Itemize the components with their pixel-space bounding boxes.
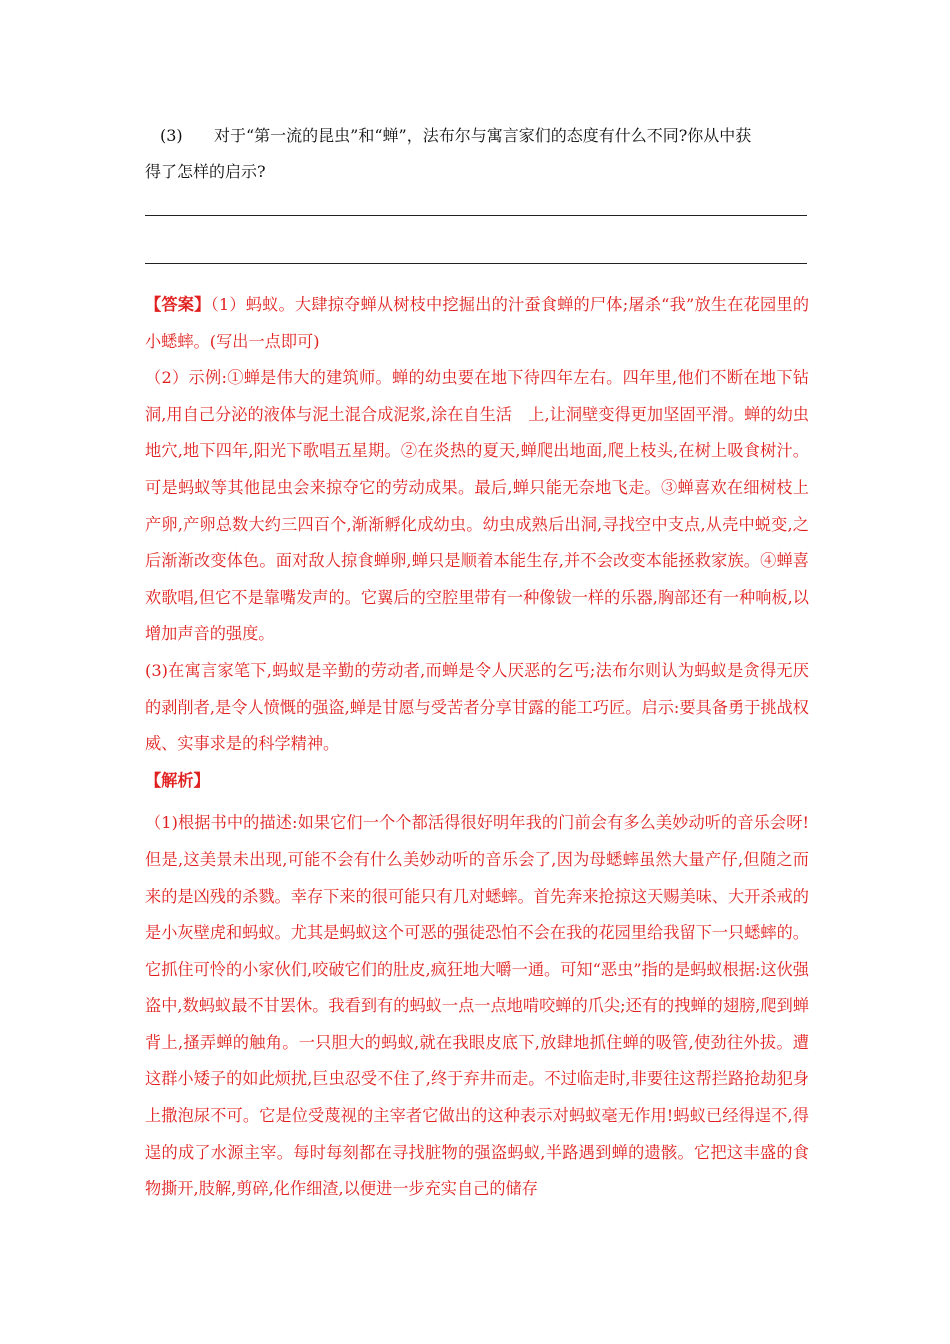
analysis-body: （1)根据书中的描述:如果它们一个个都活得很好明年我的门前会有多么美妙动听的音乐会呀!但是,这美景未出现,可能不会有什么美妙动听的音乐会了,因为母蟋蟀虽然大量产仔,但随之而来的是凶残的杀戮。幸存下来的很可能只有几对蟋蟀。首先奔来抢掠这天赐美味、大开杀戒的是小灰壁虎和蚂蚁。尤其是蚂蚁这个可恶的强徒恐怕不会在我的花园里给我留下一只蟋蟀的。它抓住可怜的小家伙们,咬破它们的肚皮,疯狂地大嚼一通。可知“恶虫”指的是蚂蚁根据:这伙强盗中,数蚂蚁最不甘罢休。我看到有的蚂蚁一点一点地啃咬蝉的爪尖;还有的拽蝉的翅膀,爬到蝉背上,搔弄蝉的触角。一只胆大的蚂蚁,就在我眼皮底下,放肆地抓住蝉的吸管,使劲往外拔。遭这群小矮子的如此烦扰,巨虫忍受不住了,终于弃井而走。不过临走时,非要往这帮拦路抢劫犯身上撒泡尿不可。它是位受蔑视的主宰者它做出的这种表示对蚂蚁毫无作用!蚂蚁已经得逞不,得逞的成了水源主宰。每时每刻都在寻找脏物的强盗蚂蚁,半路遇到蝉的遗骸。它把这丰盛的食物撕开,肢解,剪碎,化作细渣,以便进一步充实自己的储存 — [145, 813, 809, 1199]
question-text-line1: 对于“第一流的昆虫”和“蝉”，法布尔与寓言家们的态度有什么不同?你从中获 — [214, 126, 752, 145]
answer-part-1-text: （1）蚂蚁。大肆掠夺蝉从树枝中挖掘出的汁蚕食蝉的尸体;屠杀“我”放生在花园里的小蟋蟀。(写出一点即可) — [145, 295, 810, 351]
answer-line-2 — [145, 263, 807, 264]
answer-tag: 【答案】 — [145, 295, 211, 314]
analysis-tag — [145, 763, 809, 800]
answer-line-1 — [145, 215, 807, 216]
answer-part-3: (3)在寓言家笔下,蚂蚁是辛勤的劳动者,而蝉是令人厌恶的乞丐;法布尔则认为蚂蚁是贪得无厌的剥削者,是令人愤慨的强盗,蝉是甘愿与受苦者分享甘露的能工巧匠。启示:要具备勇于挑战权威、实事求是的科学精神。 — [145, 660, 809, 754]
answer-block — [145, 287, 809, 1208]
answer-part-1 — [145, 287, 809, 360]
question-text-line2: 得了怎样的启示? — [145, 162, 266, 181]
answer-part-2: （2）示例:①蝉是伟大的建筑师。蝉的幼虫要在地下待四年左右。四年里,他们不断在地下钻洞,用自己分泌的液体与泥土混合成泥浆,涂在自生活 上,让洞壁变得更加坚固平滑。蝉的幼虫地穴,地下四年,阳光下歌唱五星期。②在炎热的夏天,蝉爬出地面,爬上枝头,在树上吸食树汁。可是蚂蚁等其他昆虫会来掠夺它的劳动成果。最后,蝉只能无奈地飞走。③蝉喜欢在细树枝上产卵,产卵总数大约三四百个,渐渐孵化成幼虫。幼虫成熟后出洞,寻找空中支点,从壳中蜕变,之后渐渐改变体色。面对敌人掠食蝉卵,蝉只是顺着本能生存,并不会改变本能拯救家族。④蝉喜欢歌唱,但它不是靠嘴发声的。它翼后的空腔里带有一种像钹一样的乐器,胸部还有一种响板,以增加声音的强度。 — [145, 368, 809, 644]
question-number: (3) — [160, 126, 183, 145]
question-3 — [145, 118, 807, 190]
analysis-tag-label: 【解析】 — [145, 770, 210, 790]
